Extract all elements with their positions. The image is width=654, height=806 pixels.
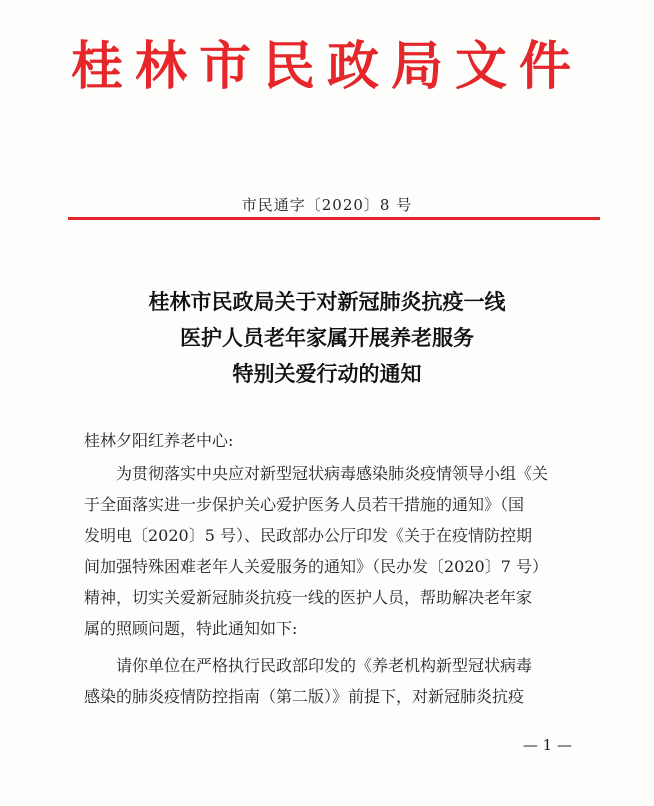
notice-title xyxy=(0,284,654,392)
paragraph-line: 属的照顾问题，特此通知如下: xyxy=(84,619,298,638)
document-number: 市民通字〔2020〕8 号 xyxy=(241,196,413,214)
body-paragraph-1 xyxy=(84,458,590,644)
paragraph-line: 请你单位在严格执行民政部印发的《养老机构新型冠状病毒 xyxy=(116,656,533,675)
paragraph-line: 于全面落实进一步保护关心爱护医务人员若干措施的通知》（国 xyxy=(84,495,525,514)
paragraph-line: 发明电〔2020〕5 号）、民政部办公厅印发《关于在疫情防控期 xyxy=(84,526,532,545)
paragraph-line: 为贯彻落实中央应对新型冠状病毒感染肺炎疫情领导小组《关 xyxy=(116,464,549,483)
salutation: 桂林夕阳红养老中心: xyxy=(84,431,234,450)
paragraph-line: 间加强特殊困难老年人关爱服务的通知》（民办发〔2020〕7 号） xyxy=(84,557,548,576)
title-line: 特别关爱行动的通知 xyxy=(232,362,422,386)
paragraph-line: 精神，切实关爱新冠肺炎抗疫一线的医护人员，帮助解决老年家 xyxy=(84,588,533,607)
paragraph-line: 感染的肺炎疫情防控指南（第二版）》前提下，对新冠肺炎抗疫 xyxy=(84,687,525,706)
body-paragraph-2 xyxy=(84,650,590,712)
issuer-banner: 桂林市民政局文件 xyxy=(70,37,583,97)
title-line: 桂林市民政局关于对新冠肺炎抗疫一线 xyxy=(148,290,506,314)
red-divider-line xyxy=(68,217,600,220)
page-number: — 1 — xyxy=(522,736,572,754)
title-line: 医护人员老年家属开展养老服务 xyxy=(180,326,474,350)
